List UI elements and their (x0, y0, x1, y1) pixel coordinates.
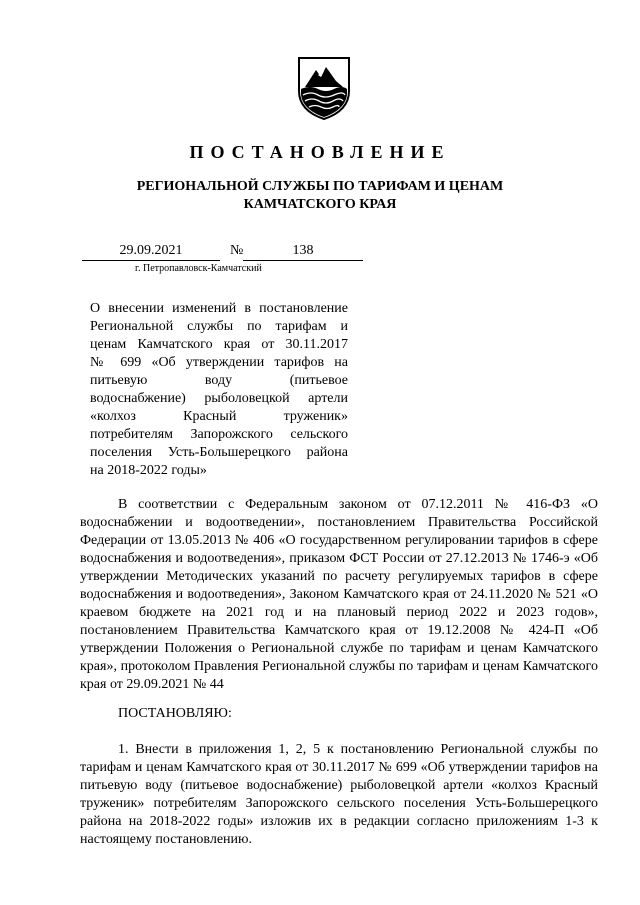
document-subject (90, 300, 348, 480)
document-city: г. Петропавловск-Камчатский (135, 263, 262, 274)
document-title: ПОСТАНОВЛЕНИЕ (189, 142, 451, 162)
kamchatka-coat-of-arms-emblem (296, 55, 352, 121)
subject-line: № 699 «Об утверждении тарифов на (90, 355, 348, 370)
subject-line: водоснабжение) рыболовецкой артели (90, 391, 348, 406)
authority-line-1: РЕГИОНАЛЬНОЙ СЛУЖБЫ ПО ТАРИФАМ И ЦЕНАМ (136, 179, 504, 194)
subject-line: Региональной службы по тарифам и (90, 319, 348, 334)
subject-line: потребителям Запорожского сельского (90, 427, 348, 442)
subject-line: на 2018-2022 годы» (90, 463, 207, 478)
subject-line: питьевую воду (питьевое (90, 373, 348, 388)
preamble-paragraph: В соответствии с Федеральным законом от 07.12.2011 № 416-ФЗ «О водоснабжении и водоотведении», постановлением Правительства Российской Федерации от 13.05.2013 № 406 «О государственном регулировании тарифов в сфере водоснабжения и водоотведения», приказом ФСТ России от 27.12.2013 № 1746-э «Об утверждении Методических указаний по расчету регулируемых тарифов в сфере водоснабжения и водоотведения», Законом Камчатского края от 24.11.2020 № 521 «О краевом бюджете на 2021 год и на плановый период 2022 и 2023 годов», постановлением Правительства Камчатского края от 19.12.2008 № 424-П «Об утверждении Положения о Региональной службе по тарифам и ценам Камчатского края», протоколом Правления Региональной службы по тарифам и ценам Камчатского края от 29.09.2021 № 44 (80, 497, 598, 692)
subject-line: ценам Камчатского края от 30.11.2017 (90, 337, 348, 352)
document-date: 29.09.2021 (82, 242, 220, 261)
number-sign: № (230, 243, 244, 258)
issuing-authority (0, 178, 640, 214)
decree-word: ПОСТАНОВЛЯЮ: (118, 706, 232, 721)
item-1-paragraph: 1. Внести в приложения 1, 2, 5 к постановлению Региональной службы по тарифам и ценам Камчатского края от 30.11.2017 № 699 «Об утверждении тарифов на питьевую воду (питьевое водоснабжение) рыболовецкой артели «колхоз Красный труженик» потребителям Запорожского сельского поселения Усть-Большерецкого района на 2018-2022 годы» изложив их в редакции согласно приложениям 1-3 к настоящему постановлению. (80, 742, 598, 847)
subject-line: «колхоз Красный труженик» (90, 409, 348, 424)
subject-line: О внесении изменений в постановление (90, 301, 348, 316)
document-number: 138 (243, 242, 363, 261)
subject-line: поселения Усть-Большерецкого района (90, 445, 348, 460)
authority-line-2: КАМЧАТСКОГО КРАЯ (243, 197, 397, 212)
